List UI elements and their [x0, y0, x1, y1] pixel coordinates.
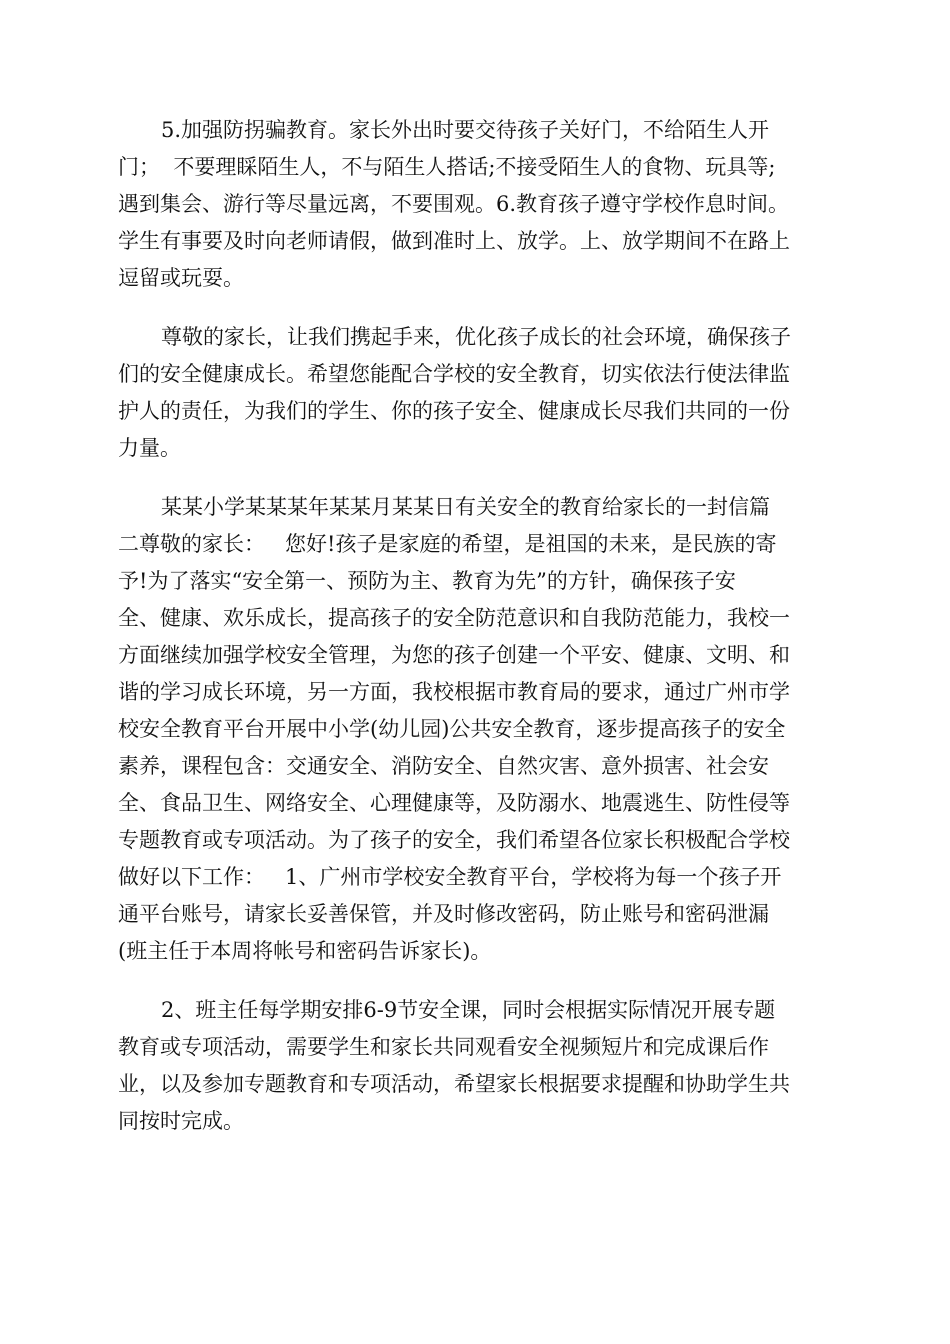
- text-line: 某某小学某某某年某某月某某日有关安全的教育给家长的一封信篇: [161, 495, 770, 519]
- text-line: 方面继续加强学校安全管理，为您的孩子创建一个平安、健康、文明、和: [118, 643, 790, 667]
- text-line: 全、食品卫生、网络安全、心理健康等，及防溺水、地震逃生、防性侵等: [118, 791, 790, 815]
- text-line: 二尊敬的家长： 您好!孩子是家庭的希望，是祖国的未来，是民族的寄: [118, 532, 777, 556]
- text-line: 尊敬的家长，让我们携起手来，优化孩子成长的社会环境，确保孩子: [161, 325, 791, 349]
- paragraph-anti-abduction: [118, 112, 834, 297]
- text-line: 通平台账号，请家长妥善保管，并及时修改密码，防止账号和密码泄漏: [118, 902, 769, 926]
- text-line: 门； 不要理睬陌生人，不与陌生人搭话;不接受陌生人的食物、玩具等;: [118, 155, 776, 179]
- text-line: 2、班主任每学期安排6-9节安全课，同时会根据实际情况开展专题: [161, 998, 776, 1022]
- text-line: 谐的学习成长环境，另一方面，我校根据市教育局的要求，通过广州市学: [118, 680, 790, 704]
- text-line: 护人的责任，为我们的学生、你的孩子安全、健康成长尽我们共同的一份: [118, 399, 790, 423]
- text-line: (班主任于本周将帐号和密码告诉家长)。: [118, 939, 492, 963]
- text-line: 全、健康、欢乐成长，提高孩子的安全防范意识和自我防范能力，我校一: [118, 606, 790, 630]
- paragraph-closing-appeal: [118, 319, 834, 467]
- text-line: 素养，课程包含：交通安全、消防安全、自然灾害、意外损害、社会安: [118, 754, 769, 778]
- paragraph-letter-part-two: [118, 489, 834, 970]
- text-line: 校安全教育平台开展中小学(幼儿园)公共安全教育，逐步提高孩子的安全: [118, 717, 786, 741]
- text-line: 教育或专项活动，需要学生和家长共同观看安全视频短片和完成课后作: [118, 1035, 769, 1059]
- text-line: 5.加强防拐骗教育。家长外出时要交待孩子关好门，不给陌生人开: [161, 118, 770, 142]
- text-line: 专题教育或专项活动。为了孩子的安全，我们希望各位家长积极配合学校: [118, 828, 790, 852]
- paragraph-safety-lessons: [118, 992, 834, 1140]
- text-line: 力量。: [118, 436, 181, 460]
- text-line: 予!为了落实“安全第一、预防为主、教育为先”的方针，确保孩子安: [118, 569, 736, 593]
- text-line: 们的安全健康成长。希望您能配合学校的安全教育，切实依法行使法律监: [118, 362, 790, 386]
- text-line: 同按时完成。: [118, 1109, 244, 1133]
- text-line: 业，以及参加专题教育和专项活动，希望家长根据要求提醒和协助学生共: [118, 1072, 790, 1096]
- document-body: [118, 112, 834, 1162]
- text-line: 学生有事要及时向老师请假，做到准时上、放学。上、放学期间不在路上: [118, 229, 790, 253]
- text-line: 逗留或玩耍。: [118, 266, 244, 290]
- text-line: 做好以下工作： 1、广州市学校安全教育平台，学校将为每一个孩子开: [118, 865, 782, 889]
- text-line: 遇到集会、游行等尽量远离，不要围观。6.教育孩子遵守学校作息时间。: [118, 192, 790, 216]
